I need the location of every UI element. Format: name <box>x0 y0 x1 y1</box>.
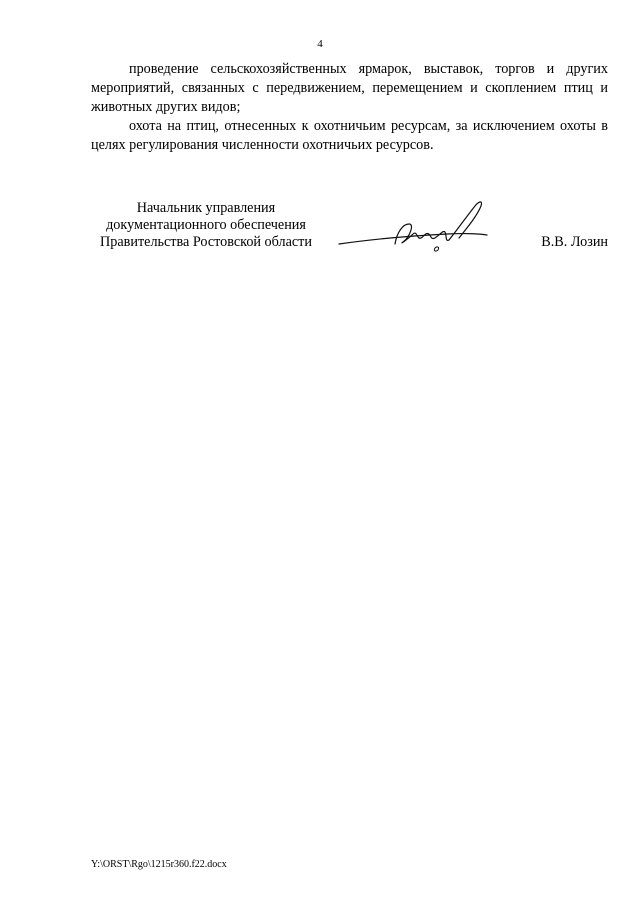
paragraph-events: проведение сельскохозяйственных ярмарок, выставок, торгов и других мероприятий, связанных с передвижением, перемещением и скоплением птиц и животных других видов; <box>91 61 608 115</box>
signer-title <box>91 200 321 251</box>
paragraph-hunting: охота на птиц, отнесенных к охотничьим ресурсам, за исключением охоты в целях регулирования численности охотничьих ресурсов. <box>91 118 608 153</box>
document-body <box>91 60 608 155</box>
page-number: 4 <box>317 38 323 50</box>
signer-title-line-3: Правительства Ростовской области <box>100 234 312 250</box>
signer-title-line-2: документационного обеспечения <box>106 217 306 233</box>
handwritten-signature <box>337 194 497 260</box>
signer-name: В.В. Лозин <box>541 234 608 250</box>
file-path: Y:\ORST\Rgo\1215r360.f22.docx <box>91 859 227 870</box>
signature-block <box>91 200 608 260</box>
signer-title-line-1: Начальник управления <box>136 200 276 216</box>
